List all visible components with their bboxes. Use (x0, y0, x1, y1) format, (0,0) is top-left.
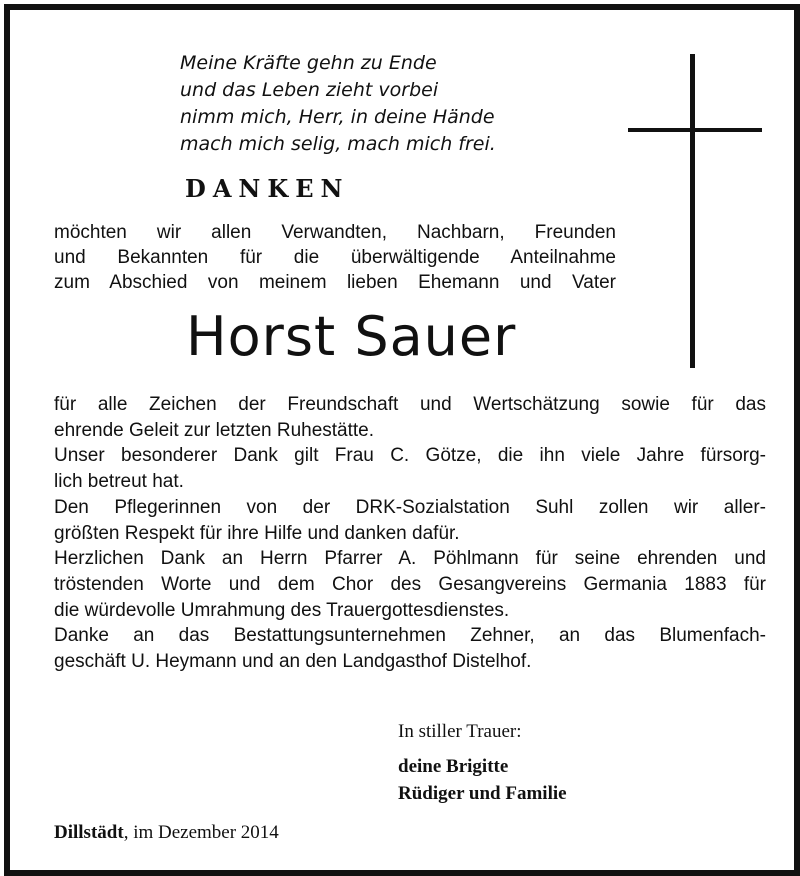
body-line: Danke an das Bestattungsunternehmen Zehner, an das Blumenfach- (54, 625, 766, 647)
poem-line: nimm mich, Herr, in deine Hände (180, 106, 495, 128)
body-line: ehrende Geleit zur letzten Ruhestätte. (54, 419, 375, 441)
body-line: größten Respekt für ihre Hilfe und danken dafür. (54, 522, 460, 544)
intro-line: zum Abschied von meinem lieben Ehemann und Vater (54, 272, 616, 293)
body-line: für alle Zeichen der Freundschaft und Wertschätzung sowie für das (54, 394, 766, 415)
body-line: Den Pflegerinnen von der DRK-Sozialstation Suhl zollen wir aller- (54, 496, 766, 518)
poem-line: und das Leben zieht vorbei (180, 79, 439, 101)
intro-text (54, 220, 616, 295)
body-line: Herzlichen Dank an Herrn Pfarrer A. Pöhlmann für seine ehrenden und (54, 548, 766, 570)
deceased-name: Horst Sauer (186, 305, 517, 368)
body-text (54, 392, 766, 675)
place-town: Dillstädt (54, 822, 124, 843)
body-line: Unser besonderer Dank gilt Frau C. Götze, die ihn viele Jahre fürsorg- (54, 445, 766, 467)
signature-name: deine Brigitte (398, 756, 509, 777)
intro-line: und Bekannten für die überwältigende Anteilnahme (54, 247, 616, 268)
place-and-date (54, 822, 279, 844)
place-date: , im Dezember 2014 (123, 822, 279, 843)
body-line: geschäft U. Heymann und an den Landgasthof Distelhof. (54, 651, 532, 673)
intro-line: möchten wir allen Verwandten, Nachbarn, Freunden (54, 222, 616, 243)
notice-frame (4, 4, 800, 876)
poem-line: mach mich selig, mach mich frei. (180, 133, 496, 155)
body-line: die würdevolle Umrahmung des Trauergottesdienstes. (54, 599, 510, 621)
signature-block (398, 718, 567, 807)
body-line: lich betreut hat. (54, 471, 184, 493)
cross-vertical-beam (690, 54, 695, 368)
thanks-heading: DANKEN (185, 174, 350, 203)
poem (180, 50, 496, 158)
poem-line: Meine Kräfte gehn zu Ende (180, 52, 437, 74)
signature-name: Rüdiger und Familie (398, 783, 567, 804)
signature-intro: In stiller Trauer: (398, 721, 522, 742)
cross-horizontal-beam (628, 128, 762, 132)
body-line: tröstenden Worte und dem Chor des Gesangvereins Germania 1883 für (54, 573, 766, 595)
